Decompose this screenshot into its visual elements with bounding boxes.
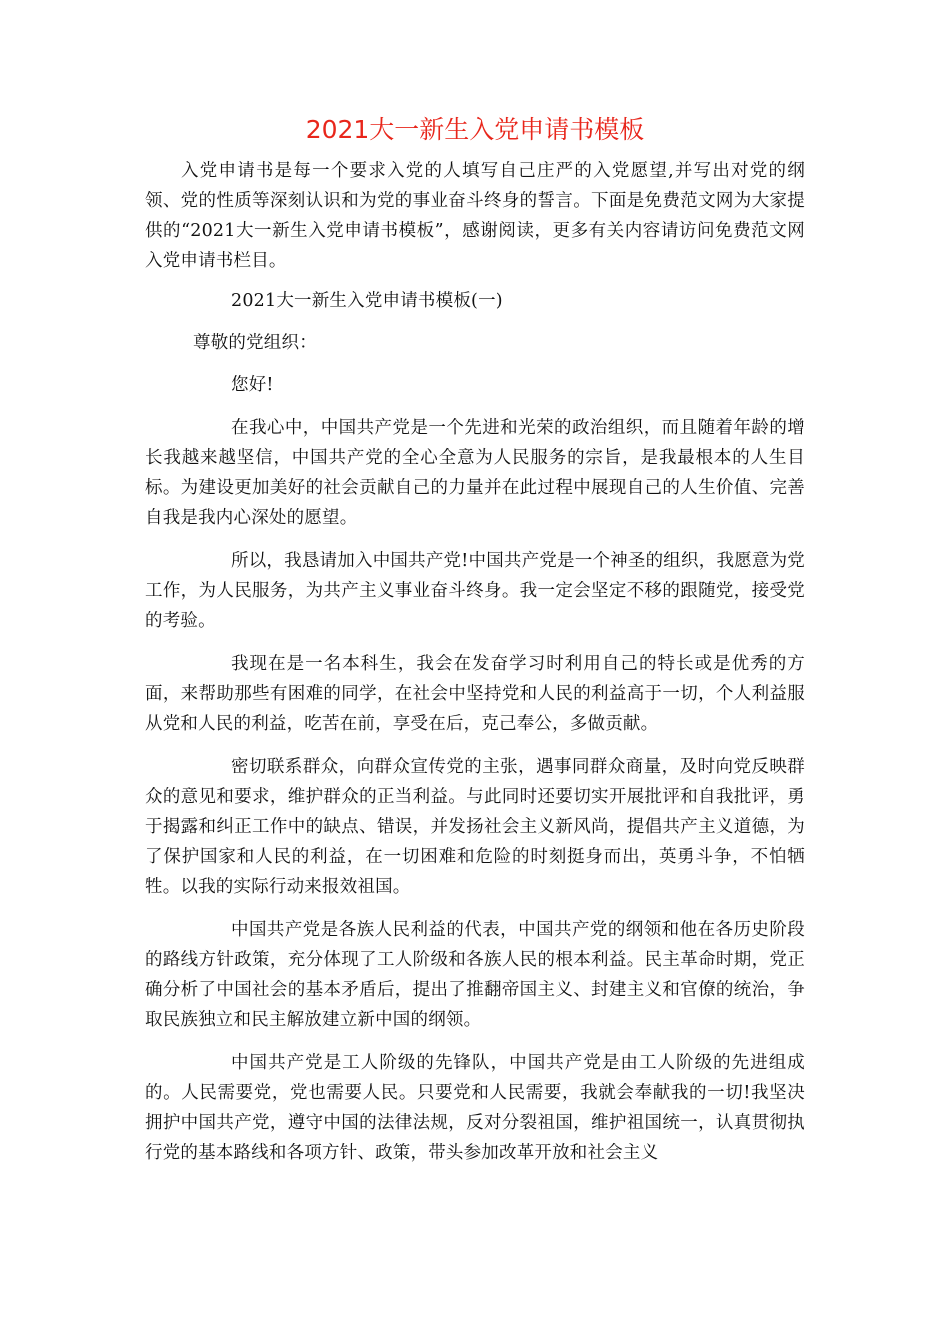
body-paragraph-2: 所以，我恳请加入中国共产党!中国共产党是一个神圣的组织，我愿意为党工作，为人民服务，为共产主义事业奋斗终身。我一定会坚定不移的跟随党，接受党的考验。 bbox=[145, 551, 805, 631]
salutation: 尊敬的党组织： bbox=[193, 333, 317, 353]
body-paragraph-1: 在我心中，中国共产党是一个先进和光荣的政治组织，而且随着年龄的增长我越来越坚信，中国共产党的全心全意为人民服务的宗旨，是我最根本的人生目标。为建设更加美好的社会贡献自己的力量并在此过程中展现自己的人生价值、完善自我是我内心深处的愿望。 bbox=[145, 418, 805, 528]
intro-paragraph: 入党申请书是每一个要求入党的人填写自己庄严的入党愿望,并写出对党的纲领、党的性质等深刻认识和为党的事业奋斗终身的誓言。下面是免费范文网为大家提供的“2021大一新生入党申请书模板”，感谢阅读，更多有关内容请访问免费范文网入党申请书栏目。 bbox=[145, 161, 805, 271]
body-paragraph-5: 中国共产党是各族人民利益的代表，中国共产党的纲领和他在各历史阶段的路线方针政策，充分体现了工人阶级和各族人民的根本利益。民主革命时期，党正确分析了中国社会的基本矛盾后，提出了推翻帝国主义、封建主义和官僚的统治，争取民族独立和民主解放建立新中国的纲领。 bbox=[145, 920, 805, 1030]
section-subheading: 2021大一新生入党申请书模板(一) bbox=[231, 291, 503, 311]
body-paragraph-3: 我现在是一名本科生，我会在发奋学习时利用自己的特长或是优秀的方面，来帮助那些有困难的同学，在社会中坚持党和人民的利益高于一切，个人利益服从党和人民的利益，吃苦在前，享受在后，克己奉公，多做贡献。 bbox=[145, 654, 805, 734]
body-paragraph-4: 密切联系群众，向群众宣传党的主张，遇事同群众商量，及时向党反映群众的意见和要求，维护群众的正当利益。与此同时还要切实开展批评和自我批评，勇于揭露和纠正工作中的缺点、错误，并发扬社会主义新风尚，提倡共产主义道德，为了保护国家和人民的利益，在一切困难和危险的时刻挺身而出，英勇斗争，不怕牺牲。以我的实际行动来报效祖国。 bbox=[145, 757, 805, 897]
document-title: 2021大一新生入党申请书模板 bbox=[305, 115, 645, 144]
greeting: 您好! bbox=[231, 375, 274, 395]
document-body bbox=[145, 156, 805, 1168]
body-paragraph-6: 中国共产党是工人阶级的先锋队，中国共产党是由工人阶级的先进组成的。人民需要党，党也需要人民。只要党和人民需要，我就会奉献我的一切!我坚决拥护中国共产党，遵守中国的法律法规，反对分裂祖国，维护祖国统一，认真贯彻执行党的基本路线和各项方针、政策，带头参加改革开放和社会主义 bbox=[145, 1053, 805, 1163]
